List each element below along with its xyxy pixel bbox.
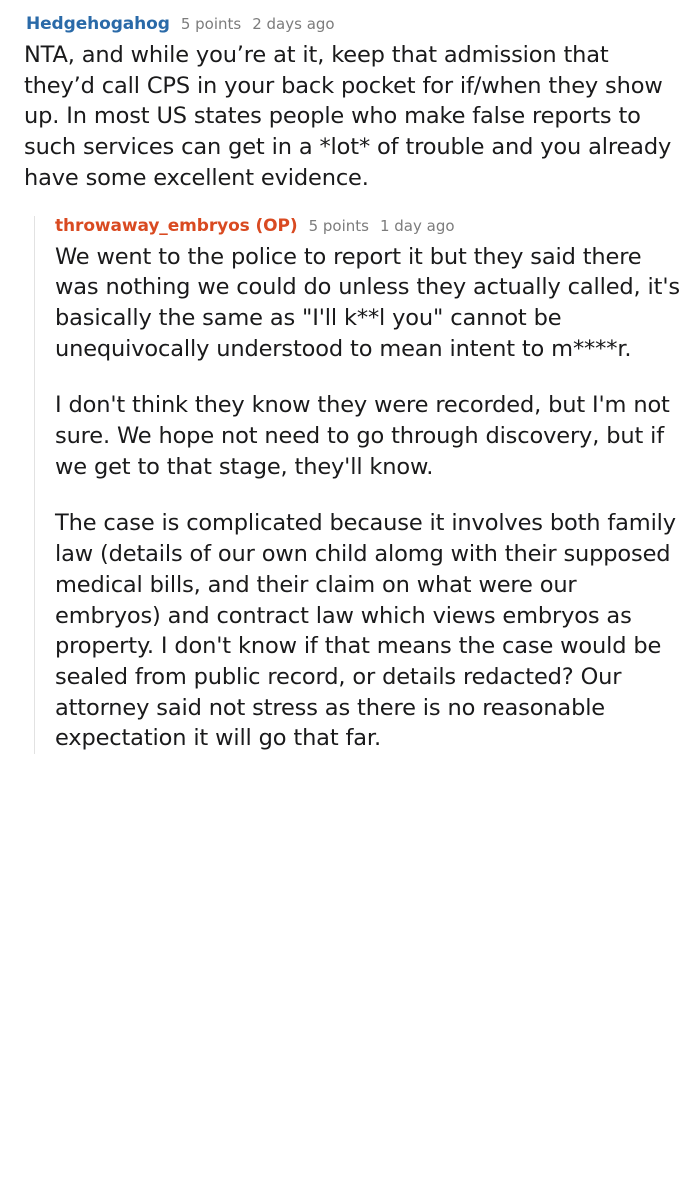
comment-reply (34, 216, 686, 755)
comment-body (24, 40, 686, 194)
comment-author[interactable]: Hedgehogahog (26, 14, 170, 34)
comment-paragraph: NTA, and while you’re at it, keep that admission that they’d call CPS in your back pocket for if/when they show up. In most US states people who make false reports to such services can get in a *lot* of trouble and you already have some excellent evidence. (24, 42, 672, 191)
comment-points: 5 points (180, 15, 242, 33)
comment-body (55, 242, 686, 755)
comment-paragraph: I don't think they know they were recorded, but I'm not sure. We hope not need to go through discovery, but if we get to that stage, they'll know. (55, 392, 670, 480)
comment-paragraph: The case is complicated because it involves both family law (details of our own child alomg with their supposed medical bills, and their claim on what were our embryos) and contract law which views embryos as property. I don't know if that means the case would be sealed from public record, or details redacted? Our attorney said not stress as there is no reasonable expectation it will go that far. (55, 510, 676, 752)
comment-timestamp: 1 day ago (379, 216, 455, 235)
comment-header (24, 14, 686, 34)
comment (14, 14, 686, 754)
comment-header (55, 216, 686, 236)
comment-timestamp: 2 days ago (252, 15, 335, 33)
comment-paragraph: We went to the police to report it but they said there was nothing we could do unless they actually called, it's basically the same as "I'll k**l you" cannot be unequivocally understood to mean intent to m****r. (55, 243, 680, 362)
comment-author-op[interactable]: throwaway_embryos (OP) (55, 215, 298, 236)
bottom-spacer (14, 754, 686, 770)
comment-points: 5 points (308, 216, 369, 235)
